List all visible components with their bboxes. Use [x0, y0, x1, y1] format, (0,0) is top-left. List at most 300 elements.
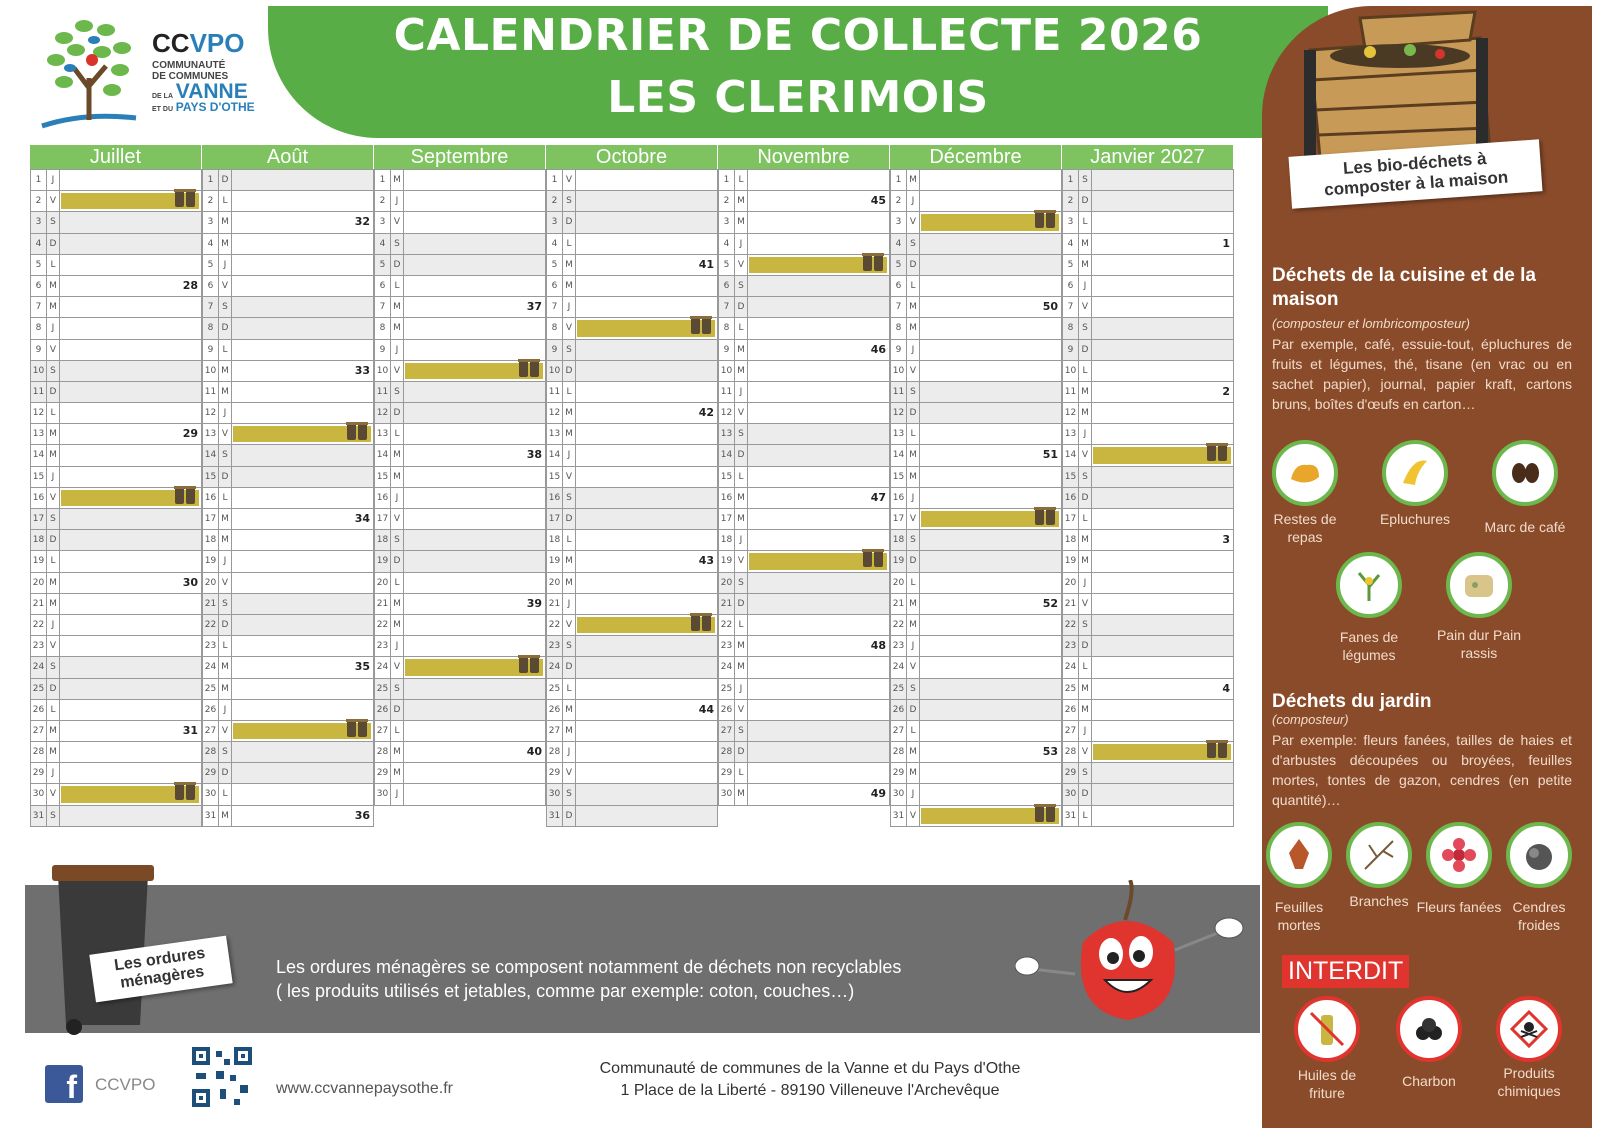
day-row [547, 169, 717, 190]
day-row [375, 635, 545, 656]
weekday-letter: V [735, 551, 748, 571]
day-row [891, 741, 1061, 762]
weekday-letter: M [563, 424, 576, 444]
week-number: 39 [526, 596, 542, 610]
day-row [719, 360, 889, 381]
day-number: 13 [203, 424, 219, 444]
day-number: 11 [891, 382, 907, 402]
weekday-letter: M [907, 445, 920, 465]
day-number: 8 [1063, 318, 1079, 338]
day-row [203, 211, 373, 232]
day-row [547, 741, 717, 762]
month-column [202, 145, 374, 827]
day-number: 14 [203, 445, 219, 465]
weekday-letter: L [907, 573, 920, 593]
weekday-letter: M [219, 382, 232, 402]
weekday-letter: S [47, 212, 60, 232]
cold-ashes-label: Cendres froides [1512, 899, 1566, 933]
day-row [203, 635, 373, 656]
day-row [1063, 190, 1233, 211]
day-row [1063, 614, 1233, 635]
frying-oil-label: Huiles de friture [1297, 1067, 1357, 1101]
facebook-icon[interactable]: f [45, 1065, 83, 1103]
day-number: 31 [31, 806, 47, 826]
day-number: 15 [547, 467, 563, 487]
day-number: 5 [547, 255, 563, 275]
day-row [719, 487, 889, 508]
day-number: 10 [547, 361, 563, 381]
day-row [547, 678, 717, 699]
collection-bins-icon [861, 255, 883, 275]
day-number: 5 [891, 255, 907, 275]
day-number: 12 [31, 403, 47, 423]
weekday-letter: S [563, 488, 576, 508]
day-number: 26 [203, 700, 219, 720]
weekday-letter: M [219, 657, 232, 677]
weekday-letter: D [391, 255, 404, 275]
weekday-letter: S [1079, 615, 1092, 635]
weekday-letter: L [391, 573, 404, 593]
peelings-icon [1382, 440, 1448, 506]
day-number: 7 [375, 297, 391, 317]
weekday-letter: S [1079, 467, 1092, 487]
weekday-letter: M [563, 551, 576, 571]
weekday-letter: M [563, 700, 576, 720]
day-row [891, 296, 1061, 317]
day-number: 6 [375, 276, 391, 296]
day-number: 21 [891, 594, 907, 614]
weekday-letter: S [1079, 763, 1092, 783]
week-number: 31 [182, 723, 198, 737]
weekday-letter: V [47, 191, 60, 211]
weekday-letter: J [391, 191, 404, 211]
day-row [891, 762, 1061, 783]
day-row [719, 275, 889, 296]
weekday-letter: D [391, 403, 404, 423]
day-row [375, 360, 545, 381]
address-line-1: Communauté de communes de la Vanne et du Pays d'Othe [599, 1060, 1021, 1077]
weekday-letter: D [47, 530, 60, 550]
day-number: 4 [31, 234, 47, 254]
day-number: 24 [719, 657, 735, 677]
day-number: 6 [203, 276, 219, 296]
website-link[interactable]: www.ccvannepaysothe.fr [276, 1080, 453, 1097]
day-number: 1 [1063, 170, 1079, 190]
day-number: 21 [375, 594, 391, 614]
weekday-letter: M [735, 212, 748, 232]
day-number: 3 [891, 212, 907, 232]
week-number: 46 [870, 342, 886, 356]
weekday-letter: D [219, 170, 232, 190]
day-number: 8 [891, 318, 907, 338]
weekday-letter: S [907, 382, 920, 402]
day-number: 9 [1063, 340, 1079, 360]
weekday-letter: V [907, 361, 920, 381]
day-number: 1 [31, 170, 47, 190]
day-number: 24 [375, 657, 391, 677]
day-row [547, 402, 717, 423]
weekday-letter: J [735, 234, 748, 254]
day-number: 30 [1063, 784, 1079, 804]
day-number: 15 [31, 467, 47, 487]
month-column [374, 145, 546, 806]
day-row [375, 296, 545, 317]
month-header: Décembre [890, 145, 1062, 169]
day-number: 10 [31, 361, 47, 381]
day-row [375, 550, 545, 571]
day-row [375, 741, 545, 762]
weekday-letter: J [907, 191, 920, 211]
day-number: 27 [31, 721, 47, 741]
day-row [375, 593, 545, 614]
weekday-letter: J [47, 318, 60, 338]
weekday-letter: J [563, 297, 576, 317]
day-row [891, 699, 1061, 720]
day-number: 4 [891, 234, 907, 254]
day-row [31, 529, 201, 550]
day-row [891, 678, 1061, 699]
weekday-letter: M [391, 763, 404, 783]
day-row [891, 360, 1061, 381]
day-row [31, 169, 201, 190]
day-row [547, 275, 717, 296]
day-row [203, 572, 373, 593]
day-number: 25 [891, 679, 907, 699]
weekday-letter: J [391, 340, 404, 360]
collection-bins-icon [517, 361, 539, 381]
collection-bins-icon [517, 657, 539, 677]
day-number: 25 [547, 679, 563, 699]
week-number: 35 [354, 660, 370, 674]
day-number: 15 [375, 467, 391, 487]
day-number: 2 [547, 191, 563, 211]
day-number: 5 [1063, 255, 1079, 275]
week-number: 48 [870, 639, 886, 653]
weekday-letter: V [219, 721, 232, 741]
day-row [203, 741, 373, 762]
day-row [891, 233, 1061, 254]
weekday-letter: V [391, 361, 404, 381]
wilted-flowers-label: Fleurs fanées [1416, 899, 1502, 915]
chemicals-label: Produits chimiques [1497, 1065, 1561, 1099]
day-row [891, 572, 1061, 593]
weekday-letter: J [391, 488, 404, 508]
day-row [547, 635, 717, 656]
weekday-letter: M [907, 615, 920, 635]
day-number: 17 [1063, 509, 1079, 529]
weekday-letter: M [391, 742, 404, 762]
day-number: 1 [203, 170, 219, 190]
day-number: 23 [31, 636, 47, 656]
day-number: 14 [375, 445, 391, 465]
day-number: 28 [31, 742, 47, 762]
day-row [375, 169, 545, 190]
weekday-letter: V [1079, 445, 1092, 465]
day-number: 2 [891, 191, 907, 211]
weekday-letter: V [219, 276, 232, 296]
day-row [375, 317, 545, 338]
day-row [203, 254, 373, 275]
day-number: 9 [891, 340, 907, 360]
facebook-label: CCVPO [95, 1075, 156, 1094]
day-row [203, 678, 373, 699]
week-number: 49 [870, 787, 886, 801]
day-row [547, 572, 717, 593]
month-days [202, 169, 374, 827]
day-number: 6 [31, 276, 47, 296]
day-number: 30 [375, 784, 391, 804]
day-row [203, 190, 373, 211]
day-row [31, 466, 201, 487]
collection-bins-icon [173, 488, 195, 508]
day-number: 22 [547, 615, 563, 635]
weekday-letter: L [735, 170, 748, 190]
day-number: 28 [891, 742, 907, 762]
collection-bins-icon [1033, 806, 1055, 826]
page-title: CALENDRIER DE COLLECTE 2026 [393, 10, 1203, 61]
day-number: 15 [1063, 467, 1079, 487]
day-number: 23 [891, 636, 907, 656]
weekday-letter: M [219, 679, 232, 699]
weekday-letter: V [735, 255, 748, 275]
weekday-letter: L [391, 721, 404, 741]
day-number: 5 [203, 255, 219, 275]
weekday-letter: V [47, 636, 60, 656]
day-row [1063, 254, 1233, 275]
week-number: 47 [870, 490, 886, 504]
collection-bins-icon [173, 784, 195, 804]
weekday-letter: M [47, 573, 60, 593]
day-row [203, 381, 373, 402]
day-number: 8 [375, 318, 391, 338]
frying-oil-icon [1294, 996, 1360, 1062]
day-number: 17 [375, 509, 391, 529]
month-column [890, 145, 1062, 827]
day-row [203, 550, 373, 571]
day-number: 5 [719, 255, 735, 275]
day-row [891, 444, 1061, 465]
day-number: 4 [375, 234, 391, 254]
day-number: 19 [375, 551, 391, 571]
garden-waste-title: Déchets du jardin [1272, 691, 1432, 712]
week-number: 50 [1042, 300, 1058, 314]
month-column [1062, 145, 1234, 827]
day-row [375, 678, 545, 699]
day-number: 12 [375, 403, 391, 423]
stale-bread-label: Pain dur Pain rassis [1436, 627, 1522, 661]
day-number: 16 [891, 488, 907, 508]
day-number: 13 [547, 424, 563, 444]
day-row [719, 466, 889, 487]
day-number: 29 [31, 763, 47, 783]
coffee-grounds-label: Marc de café [1484, 519, 1566, 535]
weekday-letter: M [735, 509, 748, 529]
weekday-letter: J [563, 742, 576, 762]
weekday-letter: D [735, 594, 748, 614]
day-number: 10 [375, 361, 391, 381]
day-row [547, 656, 717, 677]
weekday-letter: M [907, 467, 920, 487]
weekday-letter: M [219, 234, 232, 254]
weekday-letter: V [563, 763, 576, 783]
cold-ashes-icon [1506, 822, 1572, 888]
month-column [718, 145, 890, 806]
weekday-letter: D [1079, 636, 1092, 656]
weekday-letter: L [1079, 361, 1092, 381]
ccvpo-logo [30, 8, 270, 138]
day-number: 4 [547, 234, 563, 254]
day-row [375, 233, 545, 254]
day-number: 12 [203, 403, 219, 423]
month-days [374, 169, 546, 806]
weekday-letter: L [47, 700, 60, 720]
weekday-letter: V [47, 488, 60, 508]
weekday-letter: S [1079, 170, 1092, 190]
day-row [891, 190, 1061, 211]
day-number: 3 [203, 212, 219, 232]
day-number: 26 [719, 700, 735, 720]
weekday-letter: S [907, 234, 920, 254]
day-row [1063, 381, 1233, 402]
weekday-letter: L [735, 467, 748, 487]
day-row [547, 614, 717, 635]
day-number: 3 [547, 212, 563, 232]
weekday-letter: L [563, 382, 576, 402]
household-bin-icon [48, 855, 158, 1035]
weekday-letter: D [563, 212, 576, 232]
weekday-letter: S [735, 573, 748, 593]
weekday-letter: M [563, 573, 576, 593]
day-number: 26 [31, 700, 47, 720]
weekday-letter: M [735, 784, 748, 804]
day-number: 16 [1063, 488, 1079, 508]
day-number: 8 [547, 318, 563, 338]
day-row [203, 614, 373, 635]
collection-bins-icon [345, 424, 367, 444]
branches-icon [1346, 822, 1412, 888]
weekday-letter: S [391, 530, 404, 550]
week-number: 53 [1042, 745, 1058, 759]
weekday-letter: M [907, 297, 920, 317]
day-row [203, 402, 373, 423]
day-number: 18 [375, 530, 391, 550]
weekday-letter: D [1079, 784, 1092, 804]
day-number: 9 [375, 340, 391, 360]
day-number: 1 [719, 170, 735, 190]
day-number: 9 [719, 340, 735, 360]
day-number: 27 [719, 721, 735, 741]
day-number: 23 [547, 636, 563, 656]
weekday-letter: S [219, 742, 232, 762]
day-number: 28 [547, 742, 563, 762]
day-row [31, 190, 201, 211]
weekday-letter: D [47, 234, 60, 254]
day-number: 18 [719, 530, 735, 550]
day-number: 24 [1063, 657, 1079, 677]
day-number: 12 [891, 403, 907, 423]
month-column [546, 145, 718, 827]
chemicals-icon [1496, 996, 1562, 1062]
day-row [547, 296, 717, 317]
weekday-letter: V [563, 318, 576, 338]
weekday-letter: L [563, 679, 576, 699]
week-number: 42 [698, 406, 714, 420]
day-number: 2 [31, 191, 47, 211]
weekday-letter: J [1079, 424, 1092, 444]
day-row [203, 487, 373, 508]
day-row [719, 656, 889, 677]
day-number: 15 [719, 467, 735, 487]
day-row [1063, 487, 1233, 508]
weekday-letter: M [907, 742, 920, 762]
day-number: 22 [203, 615, 219, 635]
weekday-letter: J [563, 594, 576, 614]
day-row [203, 169, 373, 190]
day-number: 12 [1063, 403, 1079, 423]
day-number: 2 [719, 191, 735, 211]
day-number: 21 [203, 594, 219, 614]
weekday-letter: M [563, 255, 576, 275]
month-header: Septembre [374, 145, 546, 169]
weekday-letter: M [907, 763, 920, 783]
weekday-letter: S [47, 806, 60, 826]
weekday-letter: D [391, 700, 404, 720]
weekday-letter: M [735, 657, 748, 677]
weekday-letter: L [907, 721, 920, 741]
day-row [547, 593, 717, 614]
weekday-letter: L [391, 276, 404, 296]
day-number: 20 [375, 573, 391, 593]
day-number: 21 [719, 594, 735, 614]
weekday-letter: J [907, 488, 920, 508]
weekday-letter: D [563, 657, 576, 677]
month-column [30, 145, 202, 827]
day-row [203, 275, 373, 296]
weekday-letter: L [391, 424, 404, 444]
weekday-letter: L [907, 276, 920, 296]
day-number: 3 [31, 212, 47, 232]
weekday-letter: V [563, 170, 576, 190]
day-row [547, 423, 717, 444]
day-row [31, 211, 201, 232]
wilted-flowers-icon [1426, 822, 1492, 888]
day-row [203, 339, 373, 360]
weekday-letter: L [907, 424, 920, 444]
day-row [547, 487, 717, 508]
day-number: 22 [891, 615, 907, 635]
day-number: 29 [547, 763, 563, 783]
day-number: 17 [719, 509, 735, 529]
collection-bins-icon [861, 551, 883, 571]
day-row [547, 339, 717, 360]
day-row [203, 656, 373, 677]
day-number: 28 [375, 742, 391, 762]
day-row [547, 211, 717, 232]
weekday-letter: L [1079, 509, 1092, 529]
collection-bins-icon [689, 615, 711, 635]
day-row [891, 593, 1061, 614]
day-row [891, 466, 1061, 487]
kitchen-waste-subtitle: (composteur et lombricomposteur) [1272, 316, 1470, 331]
weekday-letter: S [391, 679, 404, 699]
day-row [891, 783, 1061, 804]
day-row [1063, 529, 1233, 550]
week-number: 30 [182, 575, 198, 589]
day-row [719, 720, 889, 741]
day-row [31, 254, 201, 275]
day-row [375, 275, 545, 296]
day-row [547, 317, 717, 338]
